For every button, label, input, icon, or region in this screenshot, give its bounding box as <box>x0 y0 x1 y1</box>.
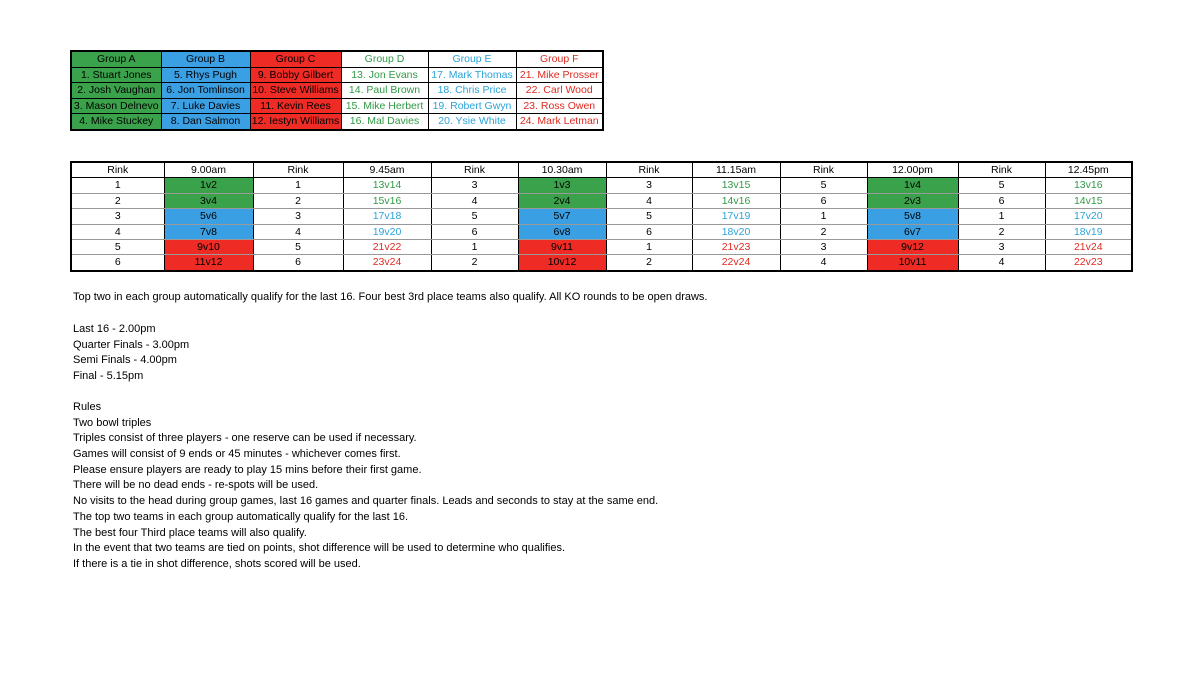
rule-line: The top two teams in each group automatically qualify for the last 16. <box>73 510 409 523</box>
rule-line: Two bowl triples <box>73 416 152 429</box>
rules-section <box>73 400 658 573</box>
fixture-cell: 17v19 <box>692 209 780 224</box>
rink-number: 4 <box>606 193 692 208</box>
rule-line: Games will consist of 9 ends or 45 minutes - whichever comes first. <box>73 448 401 461</box>
rule-line: Triples consist of three players - one reserve can be used if necessary. <box>73 432 417 445</box>
fixture-cell: 7v8 <box>164 224 253 239</box>
rink-number: 1 <box>253 178 343 193</box>
rink-number: 4 <box>71 224 164 239</box>
summary-text: Top two in each group automatically qualify for the last 16. Four best 3rd place teams also qualify. All KO rounds to be open draws. <box>73 291 708 303</box>
team-cell: 12. Iestyn Williams <box>250 114 341 130</box>
rule-line: The best four Third place teams will also qualify. <box>73 526 307 539</box>
fixture-cell: 22v24 <box>692 255 780 271</box>
groups-header-row <box>71 51 603 67</box>
rule-line: No visits to the head during group games, last 16 games and quarter finals. Leads and seconds to stay at the same end. <box>73 495 659 508</box>
fixture-cell: 19v20 <box>343 224 431 239</box>
groups-team-row <box>71 67 603 83</box>
rink-number: 2 <box>253 193 343 208</box>
groups-team-row <box>71 114 603 130</box>
fixture-cell: 9v10 <box>164 240 253 255</box>
rink-number: 4 <box>253 224 343 239</box>
rink-number: 3 <box>780 240 867 255</box>
rink-number: 4 <box>431 193 518 208</box>
rule-line: In the event that two teams are tied on points, shot difference will be used to determine who qualifies. <box>73 542 566 555</box>
fixture-cell: 10v11 <box>867 255 958 271</box>
team-cell: 14. Paul Brown <box>341 83 428 99</box>
fixture-cell: 2v3 <box>867 193 958 208</box>
rink-number: 3 <box>606 178 692 193</box>
ko-time-line: Semi Finals - 4.00pm <box>73 354 177 367</box>
rink-number: 5 <box>606 209 692 224</box>
schedule-row <box>71 209 1132 224</box>
fixture-cell: 5v8 <box>867 209 958 224</box>
groups-team-row <box>71 83 603 99</box>
group-header: Group F <box>516 51 603 67</box>
fixture-cell: 17v20 <box>1045 209 1132 224</box>
rink-number: 6 <box>606 224 692 239</box>
rink-number: 1 <box>606 240 692 255</box>
rink-number: 3 <box>431 178 518 193</box>
schedule-row <box>71 193 1132 208</box>
team-cell: 6. Jon Tomlinson <box>161 83 250 99</box>
fixture-cell: 1v3 <box>518 178 606 193</box>
ko-time-line: Final - 5.15pm <box>73 370 144 383</box>
fixture-cell: 21v23 <box>692 240 780 255</box>
team-cell: 20. Ysie White <box>428 114 516 130</box>
fixture-cell: 1v4 <box>867 178 958 193</box>
rink-number: 1 <box>780 209 867 224</box>
fixture-cell: 3v4 <box>164 193 253 208</box>
rink-number: 4 <box>958 255 1045 271</box>
team-cell: 3. Mason Delnevo <box>71 98 161 114</box>
rule-line: There will be no dead ends - re-spots will be used. <box>73 479 319 492</box>
fixture-cell: 10v12 <box>518 255 606 271</box>
fixture-cell: 2v4 <box>518 193 606 208</box>
rink-number: 3 <box>71 209 164 224</box>
team-cell: 16. Mal Davies <box>341 114 428 130</box>
fixture-cell: 14v15 <box>1045 193 1132 208</box>
team-cell: 21. Mike Prosser <box>516 67 603 83</box>
rink-number: 2 <box>958 224 1045 239</box>
schedule-row <box>71 255 1132 271</box>
rink-header: Rink <box>253 162 343 178</box>
rink-number: 1 <box>958 209 1045 224</box>
fixture-cell: 21v24 <box>1045 240 1132 255</box>
fixture-cell: 15v16 <box>343 193 431 208</box>
team-cell: 13. Jon Evans <box>341 67 428 83</box>
fixture-cell: 9v11 <box>518 240 606 255</box>
rink-header: Rink <box>431 162 518 178</box>
group-header: Group C <box>250 51 341 67</box>
rink-header: Rink <box>71 162 164 178</box>
rink-header: Rink <box>958 162 1045 178</box>
team-cell: 8. Dan Salmon <box>161 114 250 130</box>
fixture-cell: 14v16 <box>692 193 780 208</box>
rule-line: Please ensure players are ready to play 15 mins before their first game. <box>73 463 422 476</box>
team-cell: 1. Stuart Jones <box>71 67 161 83</box>
fixture-cell: 13v14 <box>343 178 431 193</box>
time-header: 12.00pm <box>867 162 958 178</box>
rink-number: 5 <box>780 178 867 193</box>
time-header: 9.45am <box>343 162 431 178</box>
team-cell: 5. Rhys Pugh <box>161 67 250 83</box>
team-cell: 23. Ross Owen <box>516 98 603 114</box>
rink-header: Rink <box>606 162 692 178</box>
time-header: 12.45pm <box>1045 162 1132 178</box>
rink-number: 5 <box>431 209 518 224</box>
rink-number: 5 <box>253 240 343 255</box>
fixture-cell: 5v6 <box>164 209 253 224</box>
rules-title: Rules <box>73 401 102 413</box>
team-cell: 2. Josh Vaughan <box>71 83 161 99</box>
fixture-cell: 21v22 <box>343 240 431 255</box>
fixture-cell: 23v24 <box>343 255 431 271</box>
schedule-row <box>71 224 1132 239</box>
rink-number: 2 <box>71 193 164 208</box>
fixture-cell: 13v15 <box>692 178 780 193</box>
team-cell: 24. Mark Letman <box>516 114 603 130</box>
rink-number: 3 <box>958 240 1045 255</box>
rule-line: If there is a tie in shot difference, shots scored will be used. <box>73 557 361 570</box>
team-cell: 19. Robert Gwyn <box>428 98 516 114</box>
team-cell: 10. Steve Williams <box>250 83 341 99</box>
schedule-table <box>70 161 1133 272</box>
group-header: Group D <box>341 51 428 67</box>
rink-number: 6 <box>71 255 164 271</box>
qualification-summary <box>73 290 707 306</box>
team-cell: 4. Mike Stuckey <box>71 114 161 130</box>
fixture-cell: 18v20 <box>692 224 780 239</box>
team-cell: 7. Luke Davies <box>161 98 250 114</box>
fixture-cell: 22v23 <box>1045 255 1132 271</box>
rink-number: 6 <box>253 255 343 271</box>
rink-number: 2 <box>606 255 692 271</box>
knockout-times <box>73 322 189 385</box>
rink-number: 6 <box>958 193 1045 208</box>
fixture-cell: 13v16 <box>1045 178 1132 193</box>
time-header: 10.30am <box>518 162 606 178</box>
rink-header: Rink <box>780 162 867 178</box>
ko-time-line: Quarter Finals - 3.00pm <box>73 338 190 351</box>
rink-number: 4 <box>780 255 867 271</box>
group-header: Group A <box>71 51 161 67</box>
groups-team-row <box>71 98 603 114</box>
team-cell: 18. Chris Price <box>428 83 516 99</box>
time-header: 11.15am <box>692 162 780 178</box>
team-cell: 22. Carl Wood <box>516 83 603 99</box>
rink-number: 1 <box>71 178 164 193</box>
schedule-row <box>71 178 1132 193</box>
team-cell: 15. Mike Herbert <box>341 98 428 114</box>
fixture-cell: 5v7 <box>518 209 606 224</box>
rink-number: 5 <box>71 240 164 255</box>
team-cell: 9. Bobby Gilbert <box>250 67 341 83</box>
team-cell: 17. Mark Thomas <box>428 67 516 83</box>
fixture-cell: 6v8 <box>518 224 606 239</box>
rink-number: 1 <box>431 240 518 255</box>
rink-number: 6 <box>431 224 518 239</box>
rink-number: 6 <box>780 193 867 208</box>
rink-number: 2 <box>780 224 867 239</box>
time-header: 9.00am <box>164 162 253 178</box>
rink-number: 3 <box>253 209 343 224</box>
ko-time-line: Last 16 - 2.00pm <box>73 323 156 335</box>
team-cell: 11. Kevin Rees <box>250 98 341 114</box>
schedule-header-row <box>71 162 1132 178</box>
fixture-cell: 11v12 <box>164 255 253 271</box>
rink-number: 5 <box>958 178 1045 193</box>
fixture-cell: 1v2 <box>164 178 253 193</box>
group-header: Group B <box>161 51 250 67</box>
group-header: Group E <box>428 51 516 67</box>
fixture-cell: 17v18 <box>343 209 431 224</box>
rink-number: 2 <box>431 255 518 271</box>
schedule-row <box>71 240 1132 255</box>
fixture-cell: 18v19 <box>1045 224 1132 239</box>
fixture-cell: 9v12 <box>867 240 958 255</box>
fixture-cell: 6v7 <box>867 224 958 239</box>
groups-table <box>70 50 604 131</box>
